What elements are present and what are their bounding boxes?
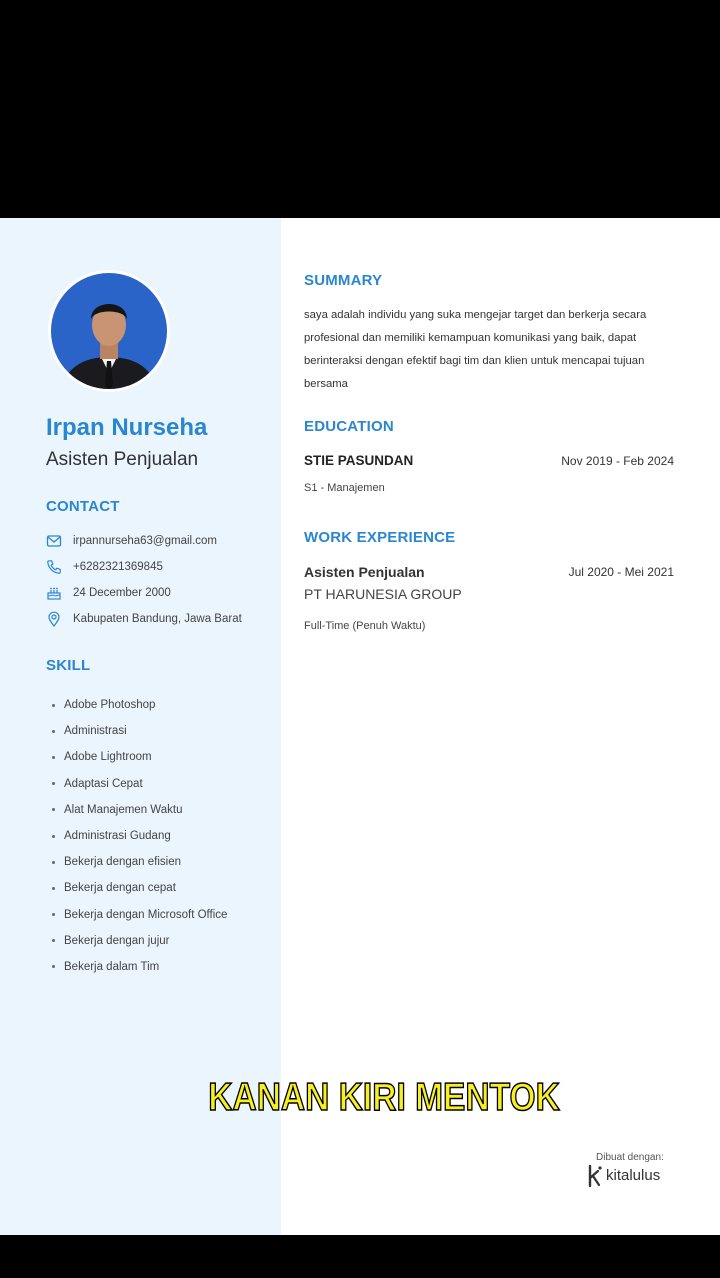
skill-list (52, 692, 227, 980)
brand-name: kitalulus (606, 1167, 661, 1184)
work-dates: Jul 2020 - Mei 2021 (568, 565, 674, 579)
contact-location (46, 610, 242, 628)
education-heading: EDUCATION (304, 418, 394, 435)
email-text: irpannurseha63@gmail.com (73, 535, 217, 547)
kitalulus-logo-icon (586, 1164, 604, 1188)
candidate-role: Asisten Penjualan (46, 449, 199, 470)
skill-item: Bekerja dengan cepat (52, 875, 227, 901)
skill-item: Alat Manajemen Waktu (52, 797, 227, 823)
cake-icon (46, 585, 62, 601)
bullet-icon (52, 808, 55, 811)
phone-text: +6282321369845 (73, 561, 163, 573)
work-type: Full-Time (Penuh Waktu) (304, 620, 426, 632)
skill-item: Administrasi (52, 718, 227, 744)
work-company: PT HARUNESIA GROUP (304, 586, 462, 602)
brand-watermark (586, 1152, 676, 1192)
skill-item: Bekerja dengan jujur (52, 928, 227, 954)
bullet-icon (52, 704, 55, 707)
candidate-name: Irpan Nurseha (46, 414, 208, 441)
skill-item: Bekerja dengan efisien (52, 849, 227, 875)
bullet-icon (52, 913, 55, 916)
education-school: STIE PASUNDAN (304, 453, 414, 468)
bullet-icon (52, 939, 55, 942)
summary-heading: SUMMARY (304, 272, 383, 289)
bullet-icon (52, 782, 55, 785)
work-role: Asisten Penjualan (304, 564, 425, 580)
contact-email (46, 532, 217, 550)
bullet-icon (52, 756, 55, 759)
skill-heading: SKILL (46, 657, 91, 674)
birthday-text: 24 December 2000 (73, 587, 171, 599)
mail-icon (46, 533, 62, 549)
made-with-label: Dibuat dengan: (596, 1152, 664, 1163)
profile-photo (48, 270, 170, 392)
bullet-icon (52, 835, 55, 838)
bullet-icon (52, 730, 55, 733)
summary-text: saya adalah individu yang suka mengejar target dan berkerja secara profesional dan memiliki kemampuan komunikasi yang baik, dapat berinteraksi dengan efektif bagi tim dan klien untuk mencapai tujuan bersama (304, 309, 647, 390)
contact-heading: CONTACT (46, 498, 120, 515)
phone-icon (46, 559, 62, 575)
bullet-icon (52, 861, 55, 864)
contact-birthday (46, 584, 171, 602)
skill-item: Bekerja dengan Microsoft Office (52, 902, 227, 928)
skill-item: Adaptasi Cepat (52, 771, 227, 797)
bullet-icon (52, 887, 55, 890)
skill-item: Administrasi Gudang (52, 823, 227, 849)
education-degree: S1 - Manajemen (304, 482, 385, 494)
person-avatar-icon (51, 273, 167, 389)
work-heading: WORK EXPERIENCE (304, 529, 456, 546)
education-dates: Nov 2019 - Feb 2024 (561, 454, 674, 468)
skill-item: Adobe Lightroom (52, 744, 227, 770)
location-pin-icon (46, 611, 62, 627)
location-text: Kabupaten Bandung, Jawa Barat (73, 613, 242, 625)
skill-item: Adobe Photoshop (52, 692, 227, 718)
skill-item: Bekerja dalam Tim (52, 954, 227, 980)
bullet-icon (52, 965, 55, 968)
contact-phone (46, 558, 163, 576)
video-caption: KANAN KIRI MENTOK (208, 1076, 560, 1119)
